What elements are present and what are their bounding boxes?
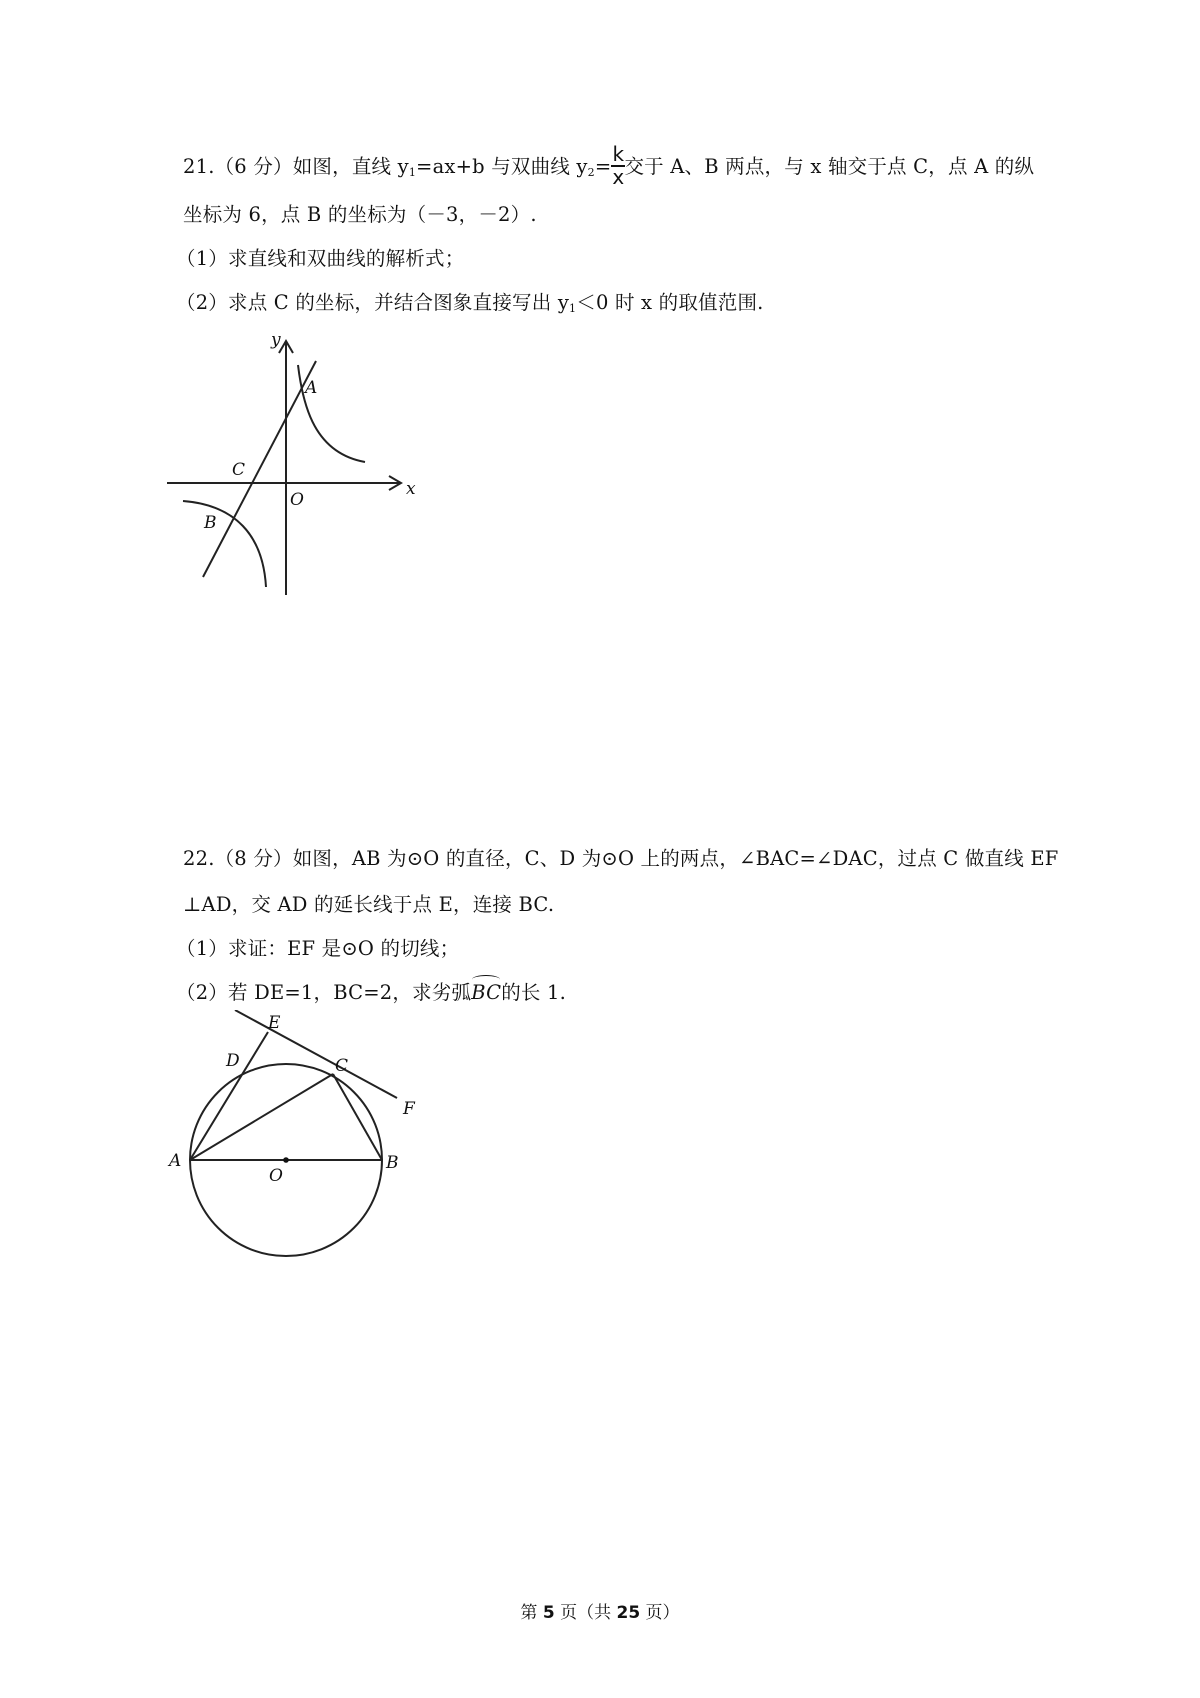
label-y: y [271,330,281,350]
label-F: F [403,1099,415,1119]
label-x: x [406,479,416,499]
q22-stem-line2: ⊥AD，交 AD 的延长线于点 E，连接 BC. [183,893,555,916]
q22-part1: （1）求证：EF 是⊙O 的切线； [176,937,460,960]
fraction-k-over-x: $\frac{k}{x}$ [612,141,625,189]
center-point [283,1157,289,1163]
q21-part1: （1）求直线和双曲线的解析式； [176,247,465,270]
q21-stem-line1: 21.（6 分）如图，直线 $y_1=ax+b$ 与双曲线 $y_2=$ $\frac{k}{x}$ 交于 A、B 两点，与 x 轴交于点 C，点 A 的纵 [183,141,1035,189]
label-E: E [268,1013,281,1033]
q22-figure [165,1010,445,1260]
q22-part2: （2）若 DE=1，BC=2，求劣弧 BC的长 1. [176,980,566,1006]
label-A: A [305,378,318,398]
label-C: C [335,1056,349,1076]
q21-part2: （2）求点 C 的坐标，并结合图象直接写出 $y_1<0$ 时 x 的取值范围. [176,291,764,315]
label-B: B [386,1153,399,1173]
label-B: B [204,513,217,533]
arc-bc: BC [471,980,501,1006]
label-A: A [169,1151,182,1171]
q21-stem-line2: 坐标为 6，点 B 的坐标为（－3，－2）. [183,203,537,226]
label-O: O [290,490,304,510]
hyperbola-branch-lower [183,501,266,587]
label-C: C [232,460,246,480]
label-O: O [269,1166,283,1186]
line-y1 [203,361,316,577]
q21-figure [165,325,435,605]
line-ac [190,1074,333,1160]
page-number: 5 [542,1603,555,1623]
page-footer: 第 5 页（共 25 页） [520,1603,680,1623]
page-total: 25 [616,1603,641,1623]
label-D: D [226,1051,240,1071]
q22-stem-line1: 22.（8 分）如图，AB 为⊙O 的直径，C、D 为⊙O 上的两点，∠BAC=∠DAC，过点 C 做直线 EF [183,847,1059,870]
